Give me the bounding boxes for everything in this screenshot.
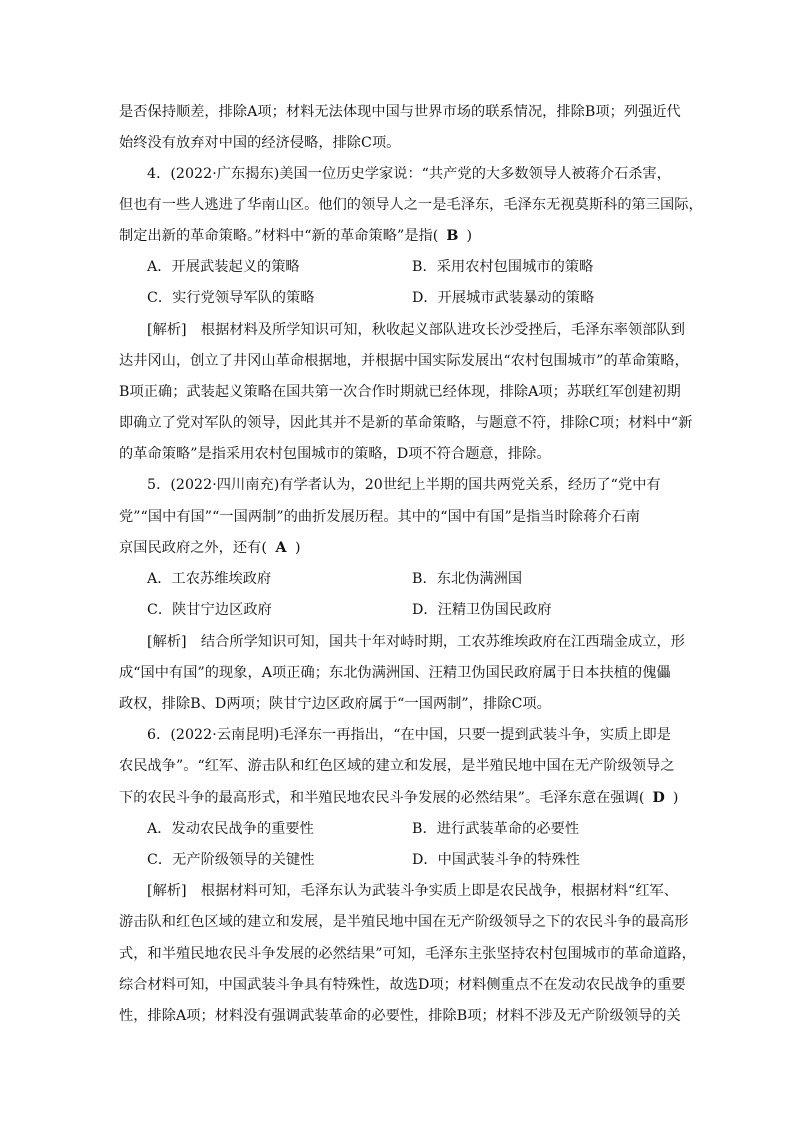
q6-analysis-line-1: [解析] 根据材料可知，毛泽东认为武装斗争实质上即是农民战争，根据材料“红军、 xyxy=(147,883,679,899)
q4-option-a: A．开展武装起义的策略 xyxy=(147,259,300,275)
q4-analysis-line-3: B项正确；武装起义策略在国共第一次合作时期就已经体现，排除A项；苏联红军创建初期 xyxy=(119,384,681,400)
q5-stem-line-1: 5．(2022·四川南充)有学者认为，20世纪上半期的国共两党关系，经历了“党中有 xyxy=(147,477,661,493)
q6-analysis-line-4: 综合材料可知，中国武装斗争具有特殊性，故选D项；材料侧重点不在发动农民战争的重要 xyxy=(119,977,686,993)
q6-option-d: D．中国武装斗争的特殊性 xyxy=(412,852,581,868)
q5-option-d: D．汪精卫伪国民政府 xyxy=(412,602,552,618)
q4-analysis-line-1: [解析] 根据材料及所学知识可知，秋收起义部队进攻长沙受挫后，毛泽东率领部队到 xyxy=(147,322,685,338)
q6-stem-close: ) xyxy=(672,790,679,806)
q6-stem-line-2: 农民战争”。“红军、游击队和红色区域的建立和发展，是半殖民地中国在无产阶级领导之 xyxy=(119,758,675,774)
q6-option-c: C．无产阶级领导的关键性 xyxy=(147,852,315,868)
q5-option-a: A．工农苏维埃政府 xyxy=(147,571,272,587)
q4-answer: B xyxy=(446,228,459,244)
q4-stem-line-3 xyxy=(119,226,679,246)
q4-option-b: B．采用农村包围城市的策略 xyxy=(412,259,594,275)
q6-option-a: A．发动农民战争的重要性 xyxy=(147,821,314,837)
q4-stem-line-1: 4．(2022·广东揭东)美国一位历史学家说：“共产党的大多数领导人被蒋介石杀害， xyxy=(147,166,672,182)
q4-stem-line-2: 但也有一些人逃进了华南山区。他们的领导人之一是毛泽东，毛泽东无视莫斯科的第三国际， xyxy=(119,197,703,213)
q6-stem-line-1: 6．(2022·云南昆明)毛泽东一再指出，“在中国，只要一提到武装斗争，实质上即是 xyxy=(147,727,672,743)
q5-stem-text: 京国民政府之外，还有( xyxy=(119,540,267,556)
q5-analysis-line-2: 成“国中有国”的现象，A项正确；东北伪满洲国、汪精卫伪国民政府属于日本扶植的傀儡 xyxy=(119,665,671,681)
intro-line-1: 是否保持顺差，排除A项；材料无法体现中国与世界市场的联系情况，排除B项；列强近代 xyxy=(119,104,681,120)
q5-answer: A xyxy=(275,540,287,556)
q5-option-c: C．陕甘宁边区政府 xyxy=(147,602,272,618)
q6-answer: D xyxy=(652,790,665,806)
q5-analysis-line-1: [解析] 结合所学知识可知，国共十年对峙时期，工农苏维埃政府在江西瑞金成立，形 xyxy=(147,634,685,650)
q6-option-b: B．进行武装革命的必要性 xyxy=(412,821,580,837)
q5-stem-close: ) xyxy=(294,540,301,556)
q6-analysis-line-2: 游击队和红色区域的建立和发展，是半殖民地中国在无产阶级领导之下的农民斗争的最高形 xyxy=(119,914,689,930)
q4-analysis-line-5: 的革命策略”是指采用农村包围城市的策略，D项不符合题意，排除。 xyxy=(119,446,551,462)
q6-analysis-line-5: 性，排除A项；材料没有强调武装革命的必要性，排除B项；材料不涉及无产阶级领导的关 xyxy=(119,1008,681,1024)
q5-stem-line-3 xyxy=(119,538,679,558)
q5-stem-line-2: 党”“国中有国”“一国两制”的曲折发展历程。其中的“国中有国”是指当时除蒋介石南 xyxy=(119,509,640,525)
q5-analysis-line-3: 政权，排除B、D两项；陕甘宁边区政府属于“一国两制”，排除C项。 xyxy=(119,696,551,712)
q5-option-b: B．东北伪满洲国 xyxy=(412,571,523,587)
q6-analysis-line-3: 式，和半殖民地农民斗争发展的必然结果”可知，毛泽东主张坚持农村包围城市的革命道路， xyxy=(119,946,696,962)
q6-stem-line-3 xyxy=(119,788,679,808)
q4-stem-close: ) xyxy=(466,228,473,244)
q4-option-c: C．实行党领导军队的策略 xyxy=(147,290,315,306)
q6-stem-text: 下的农民斗争的最高形式，和半殖民地农民斗争发展的必然结果”。毛泽东意在强调( xyxy=(119,790,645,806)
intro-line-2: 始终没有放弃对中国的经济侵略，排除C项。 xyxy=(119,135,401,151)
q4-analysis-line-2: 达井冈山，创立了井冈山革命根据地，并根据中国实际发展出“农村包围城市”的革命策略， xyxy=(119,353,689,369)
q4-stem-text: 制定出新的革命策略。”材料中“新的革命策略”是指( xyxy=(119,228,439,244)
q4-analysis-line-4: 即确立了党对军队的领导，因此其并不是新的革命策略，与题意不符，排除C项；材料中“新 xyxy=(119,415,693,431)
q4-option-d: D．开展城市武装暴动的策略 xyxy=(412,290,595,306)
